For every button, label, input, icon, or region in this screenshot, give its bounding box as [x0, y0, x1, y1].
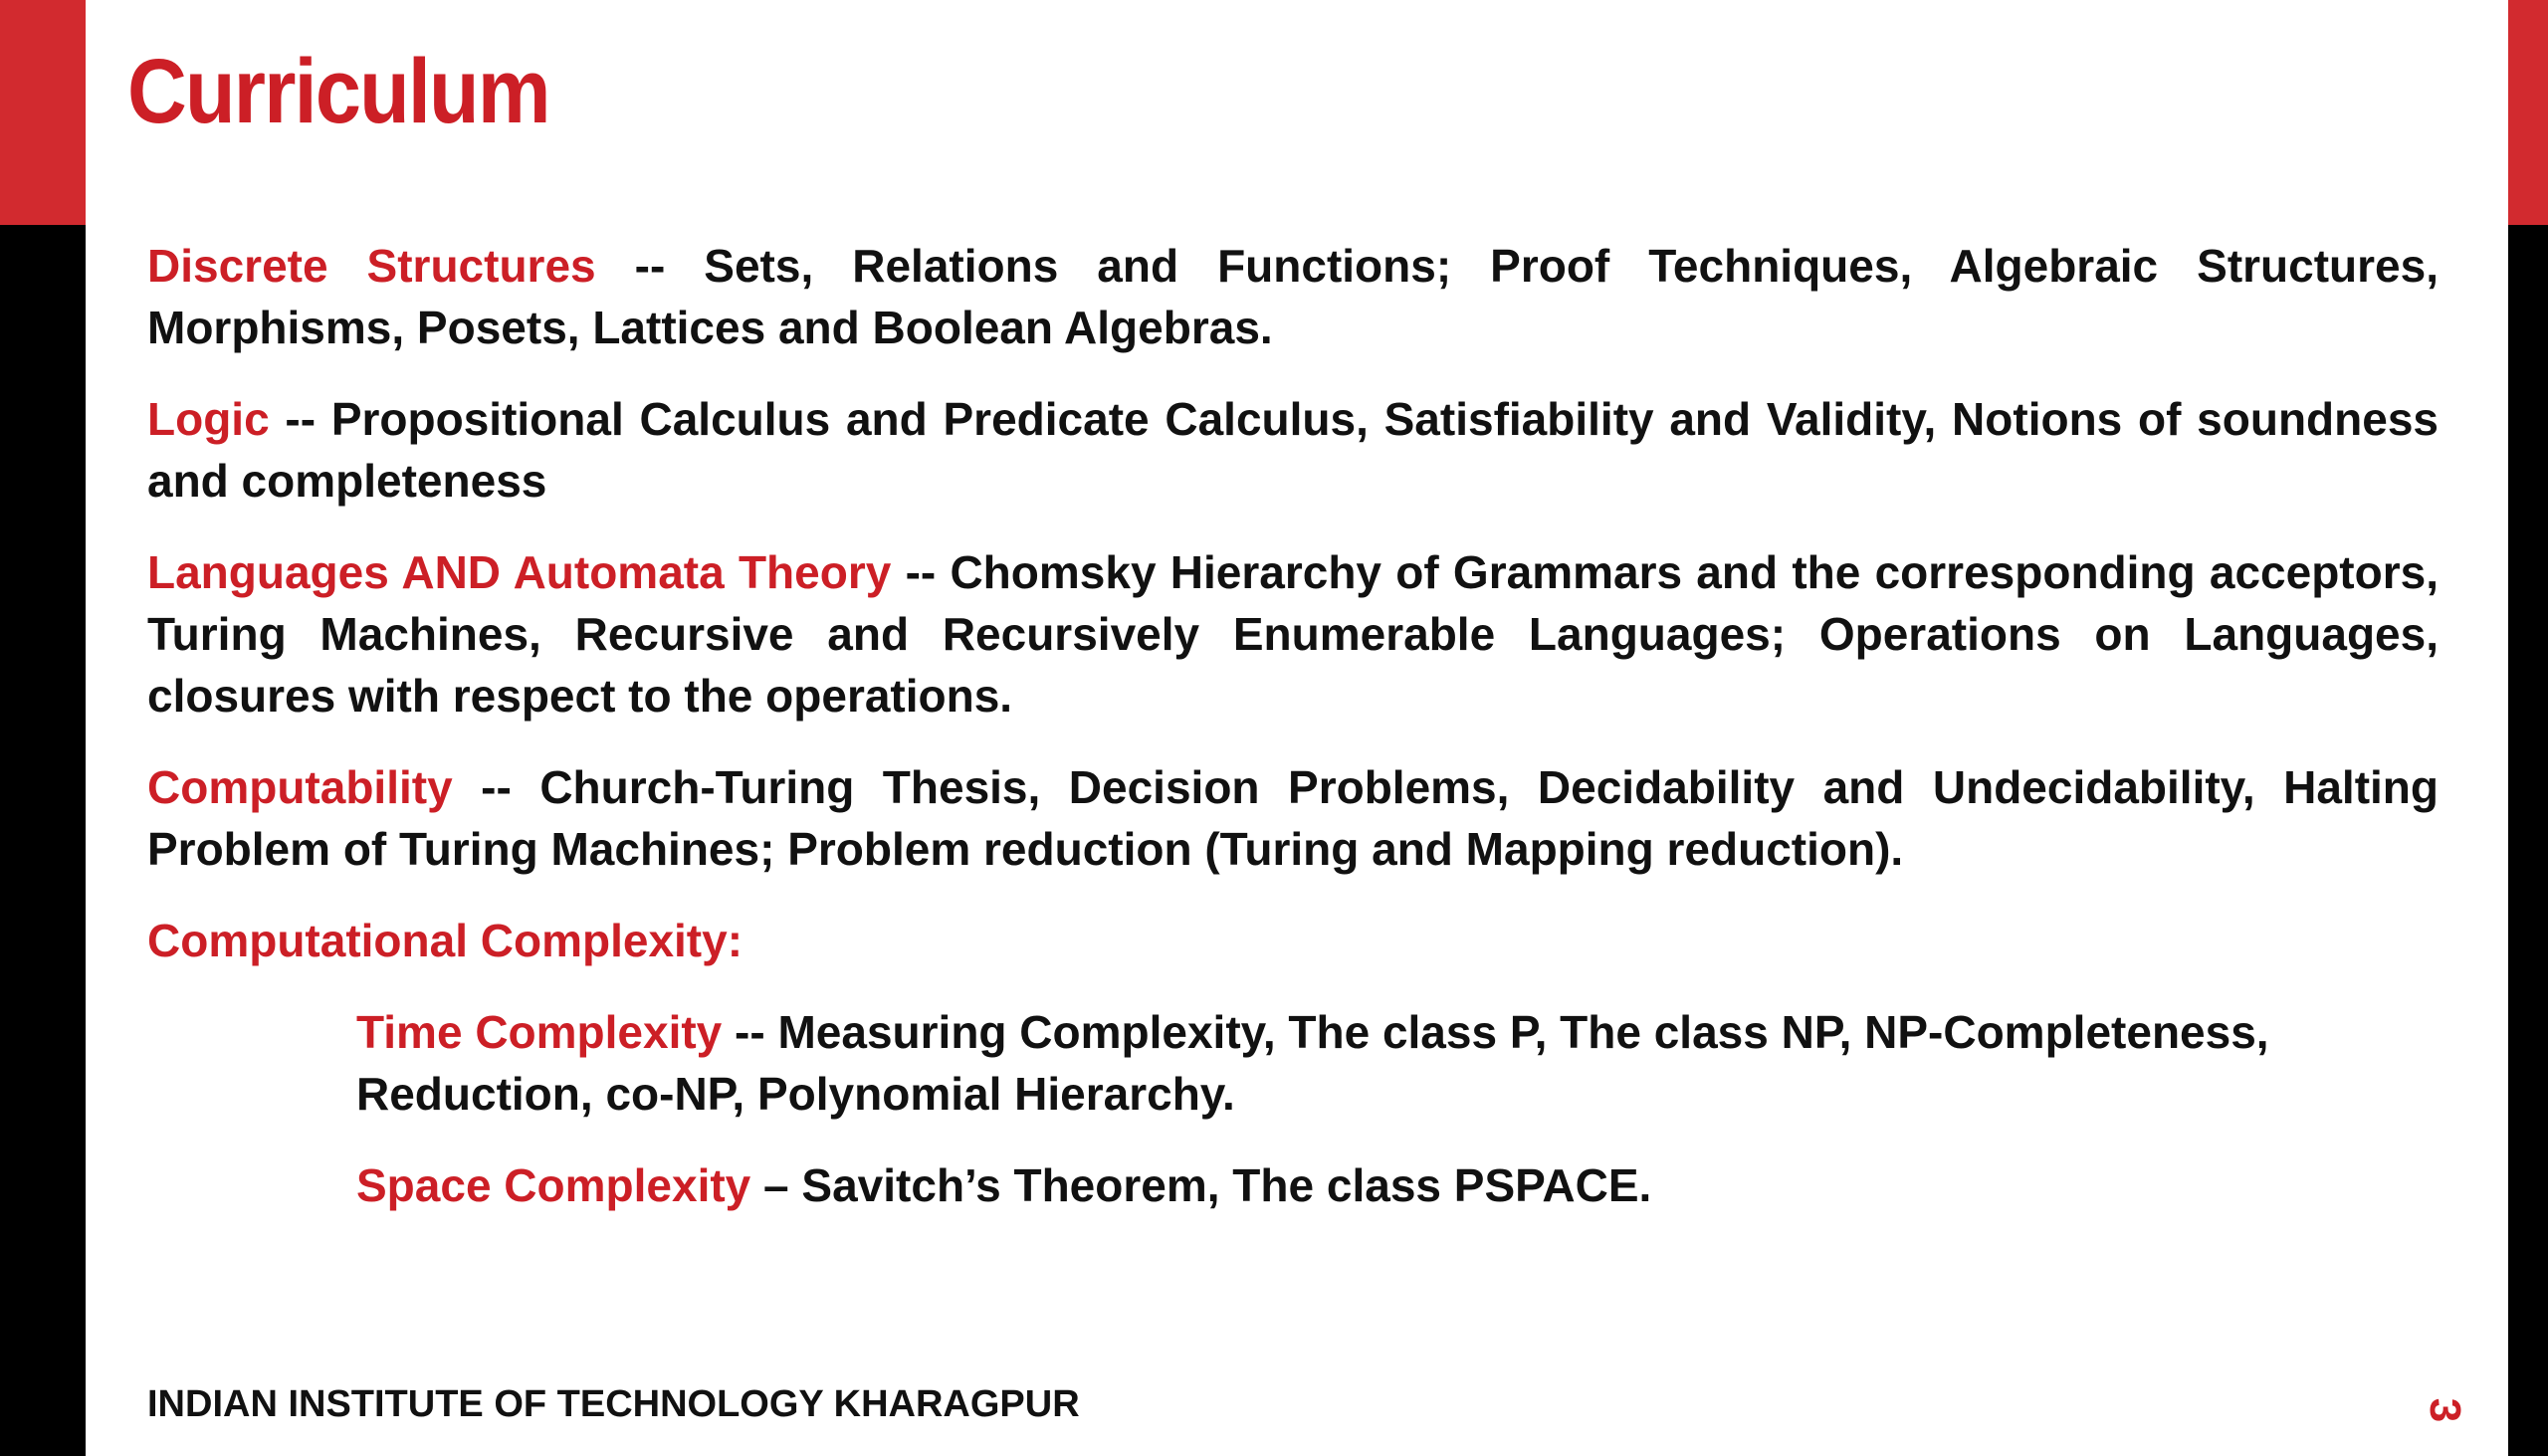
topic-separator: --: [452, 761, 540, 813]
topic-term: Logic: [147, 393, 270, 445]
subtopic-term: Space Complexity: [356, 1159, 751, 1211]
topic-term: Languages AND Automata Theory: [147, 546, 892, 598]
topic-description: Propositional Calculus and Predicate Calculus, Satisfiability and Validity, Notions of soundness and completeness: [147, 393, 2440, 507]
subtopic-description: Measuring Complexity, The class P, The class NP, NP-Completeness, Reduction, co-NP, Polynomial Hierarchy.: [356, 1006, 2269, 1120]
curriculum-list: [147, 235, 2439, 1246]
topic-logic: [147, 388, 2439, 512]
right-accent-bar: [2508, 0, 2548, 225]
subtopic-term: Time Complexity: [356, 1006, 723, 1058]
topic-description: Church-Turing Thesis, Decision Problems, Decidability and Undecidability, Halting Problem of Turing Machines; Problem reduction (Turing and Mapping reduction).: [147, 761, 2440, 875]
left-accent-bar: [0, 0, 86, 225]
subtopic-space-complexity: [356, 1154, 2439, 1216]
topic-description: Sets, Relations and Functions; Proof Techniques, Algebraic Structures, Morphisms, Posets, Lattices and Boolean Algebras.: [147, 240, 2439, 353]
topic-term: Computability: [147, 761, 453, 813]
topic-description: Chomsky Hierarchy of Grammars and the corresponding acceptors, Turing Machines, Recursive and Recursively Enumerable Languages; Operations on Languages, closures with respect to the operations.: [147, 546, 2439, 722]
topic-separator: --: [269, 393, 331, 445]
topic-term: Computational Complexity:: [147, 915, 743, 966]
topic-languages-automata: [147, 541, 2439, 727]
subtopic-time-complexity: [356, 1001, 2439, 1125]
subtopic-separator: –: [750, 1159, 802, 1211]
footer-institute: INDIAN INSTITUTE OF TECHNOLOGY KHARAGPUR: [147, 1383, 1080, 1425]
right-side-band: [2508, 225, 2548, 1456]
topic-computability: [147, 756, 2439, 880]
topic-term: Discrete Structures: [147, 240, 596, 292]
left-side-band: [0, 225, 86, 1456]
slide-title: Curriculum: [127, 41, 549, 142]
topic-discrete-structures: [147, 235, 2439, 358]
subtopic-description: Savitch’s Theorem, The class PSPACE.: [801, 1159, 1652, 1211]
topic-separator: --: [595, 240, 705, 292]
page-number: 3: [2421, 1397, 2470, 1423]
topic-computational-complexity: [147, 910, 2439, 971]
subtopic-separator: --: [722, 1006, 778, 1058]
slide-canvas: [86, 0, 2508, 1456]
topic-separator: --: [891, 546, 951, 598]
